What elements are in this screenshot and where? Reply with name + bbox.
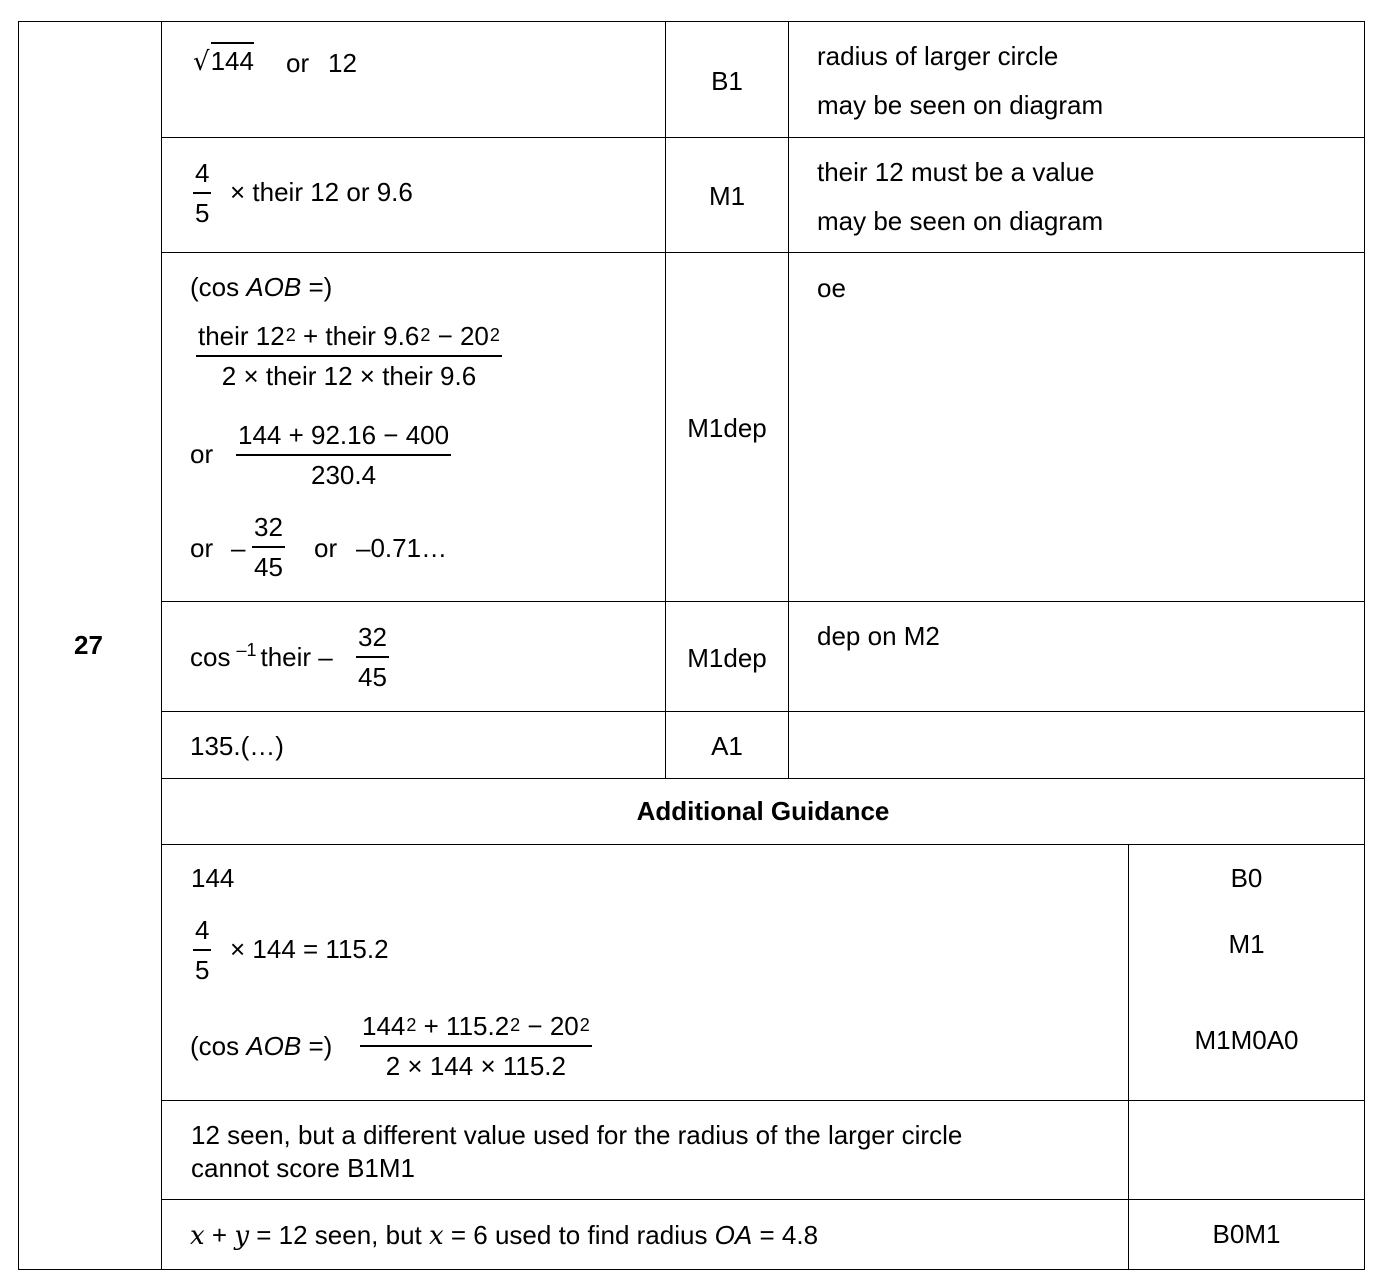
exponent: 2 xyxy=(579,1015,590,1035)
fraction-numerator: 4 xyxy=(195,158,210,188)
numeric-fraction xyxy=(236,422,451,488)
mark-code: B1 xyxy=(711,66,743,96)
comment-line: radius of larger circle xyxy=(817,41,1059,71)
row-divider xyxy=(161,711,1365,712)
variable-y: y xyxy=(234,1221,250,1251)
mark-code: M1dep xyxy=(687,643,767,673)
guidance-line: cannot score B1M1 xyxy=(191,1153,416,1183)
sqrt-symbol: √ xyxy=(193,47,210,77)
fraction-numerator xyxy=(196,323,502,355)
comment-line: oe xyxy=(817,273,846,303)
variable-x: x xyxy=(428,1221,444,1251)
row-divider xyxy=(161,1100,1365,1101)
label-suffix: =) xyxy=(301,272,333,302)
term: − 20 xyxy=(430,321,489,351)
angle-name: AOB xyxy=(246,272,302,302)
mark-code: M1dep xyxy=(687,413,767,443)
comment-line: their 12 must be a value xyxy=(817,157,1095,187)
row-divider xyxy=(161,137,1365,138)
row-divider xyxy=(161,778,1365,779)
exponent: 2 xyxy=(510,1015,521,1035)
sqrt-expression xyxy=(193,48,254,75)
angle-name: AOB xyxy=(246,1031,302,1061)
term: 144 xyxy=(362,1011,406,1041)
table-left-border xyxy=(18,21,19,1270)
plus-text: + xyxy=(204,1220,235,1250)
fraction-denominator: 5 xyxy=(195,198,210,228)
fraction-numerator: 4 xyxy=(195,915,210,945)
term: + 115.2 xyxy=(416,1011,510,1041)
fraction-denominator: 45 xyxy=(254,552,283,582)
mark-column-divider-right xyxy=(788,21,789,779)
label-prefix: (cos xyxy=(190,272,247,302)
cosine-rule-fraction xyxy=(196,323,502,389)
cosine-rule-fraction xyxy=(360,1013,592,1079)
mark-code: M1 xyxy=(708,181,746,211)
fraction-32-45 xyxy=(252,514,285,580)
label-prefix: (cos xyxy=(190,1031,247,1061)
question-number: 27 xyxy=(74,630,103,660)
guidance-mark-divider xyxy=(1128,844,1129,1270)
fraction-four-fifths xyxy=(193,917,211,983)
guidance-line xyxy=(190,1222,818,1249)
fraction-denominator: 2 × 144 × 115.2 xyxy=(385,1051,566,1081)
guidance-mark: B0 xyxy=(1230,863,1263,893)
cos-aob-label xyxy=(190,274,332,300)
fraction-four-fifths xyxy=(193,160,211,226)
fraction-denominator: 2 × their 12 × their 9.6 xyxy=(221,361,477,391)
working-text: × their 12 or 9.6 xyxy=(230,177,413,207)
final-answer: 135.(…) xyxy=(190,731,284,761)
table-bottom-border xyxy=(18,1269,1365,1270)
guidance-line: 12 seen, but a different value used for the radius of the larger circle xyxy=(191,1120,963,1150)
guidance-line: × 144 = 115.2 xyxy=(230,934,389,964)
comment-line: dep on M2 xyxy=(817,621,940,651)
row-divider xyxy=(161,1199,1365,1200)
fraction-denominator: 230.4 xyxy=(311,460,377,490)
fraction-numerator: 32 xyxy=(254,512,283,542)
comment-line: may be seen on diagram xyxy=(817,90,1104,120)
row-divider xyxy=(161,844,1365,845)
text-segment: = 12 seen, but xyxy=(249,1220,429,1250)
or-text: or xyxy=(190,533,214,563)
text-segment: = 4.8 xyxy=(752,1220,819,1250)
radius-value: 12 xyxy=(328,48,357,78)
cos-aob-label xyxy=(190,1033,332,1059)
guidance-heading: Additional Guidance xyxy=(636,796,890,826)
inverse-cos-expression xyxy=(190,640,333,672)
comment-line: may be seen on diagram xyxy=(817,206,1104,236)
exponent: 2 xyxy=(420,325,431,345)
fraction-numerator: 32 xyxy=(358,622,387,652)
variable-x: x xyxy=(190,1221,205,1251)
fraction-denominator: 45 xyxy=(358,662,387,692)
their-text: their – xyxy=(260,642,333,672)
term: − 20 xyxy=(520,1011,579,1041)
exponent: 2 xyxy=(406,1015,417,1035)
or-text: or xyxy=(314,533,338,563)
term: + their 9.6 xyxy=(295,321,420,351)
guidance-line: 144 xyxy=(191,863,235,893)
radius-name: OA xyxy=(714,1220,753,1250)
or-text: or xyxy=(286,48,310,78)
fraction-numerator: 144 + 92.16 − 400 xyxy=(238,420,450,450)
guidance-mark: M1M0A0 xyxy=(1194,1025,1299,1055)
cos-text: cos xyxy=(190,642,231,672)
exponent: 2 xyxy=(285,325,296,345)
fraction-numerator xyxy=(360,1013,592,1045)
text-segment: = 6 used to find radius xyxy=(443,1220,715,1250)
exponent: 2 xyxy=(489,325,500,345)
table-top-border xyxy=(18,21,1365,22)
decimal-value: –0.71… xyxy=(356,533,448,563)
sqrt-radicand: 144 xyxy=(211,42,254,76)
mark-code: A1 xyxy=(711,731,743,761)
label-suffix: =) xyxy=(301,1031,333,1061)
table-right-border xyxy=(1364,21,1365,1270)
guidance-mark: M1 xyxy=(1228,929,1265,959)
row-divider xyxy=(161,252,1365,253)
question-column-divider xyxy=(161,21,162,1270)
inverse-exponent: –1 xyxy=(236,640,257,660)
minus-sign: – xyxy=(231,533,246,563)
or-text: or xyxy=(190,439,214,469)
fraction-denominator: 5 xyxy=(195,955,210,985)
fraction-32-45 xyxy=(356,624,389,690)
guidance-mark: B0M1 xyxy=(1212,1219,1281,1249)
term: their 12 xyxy=(198,321,285,351)
row-divider xyxy=(161,601,1365,602)
